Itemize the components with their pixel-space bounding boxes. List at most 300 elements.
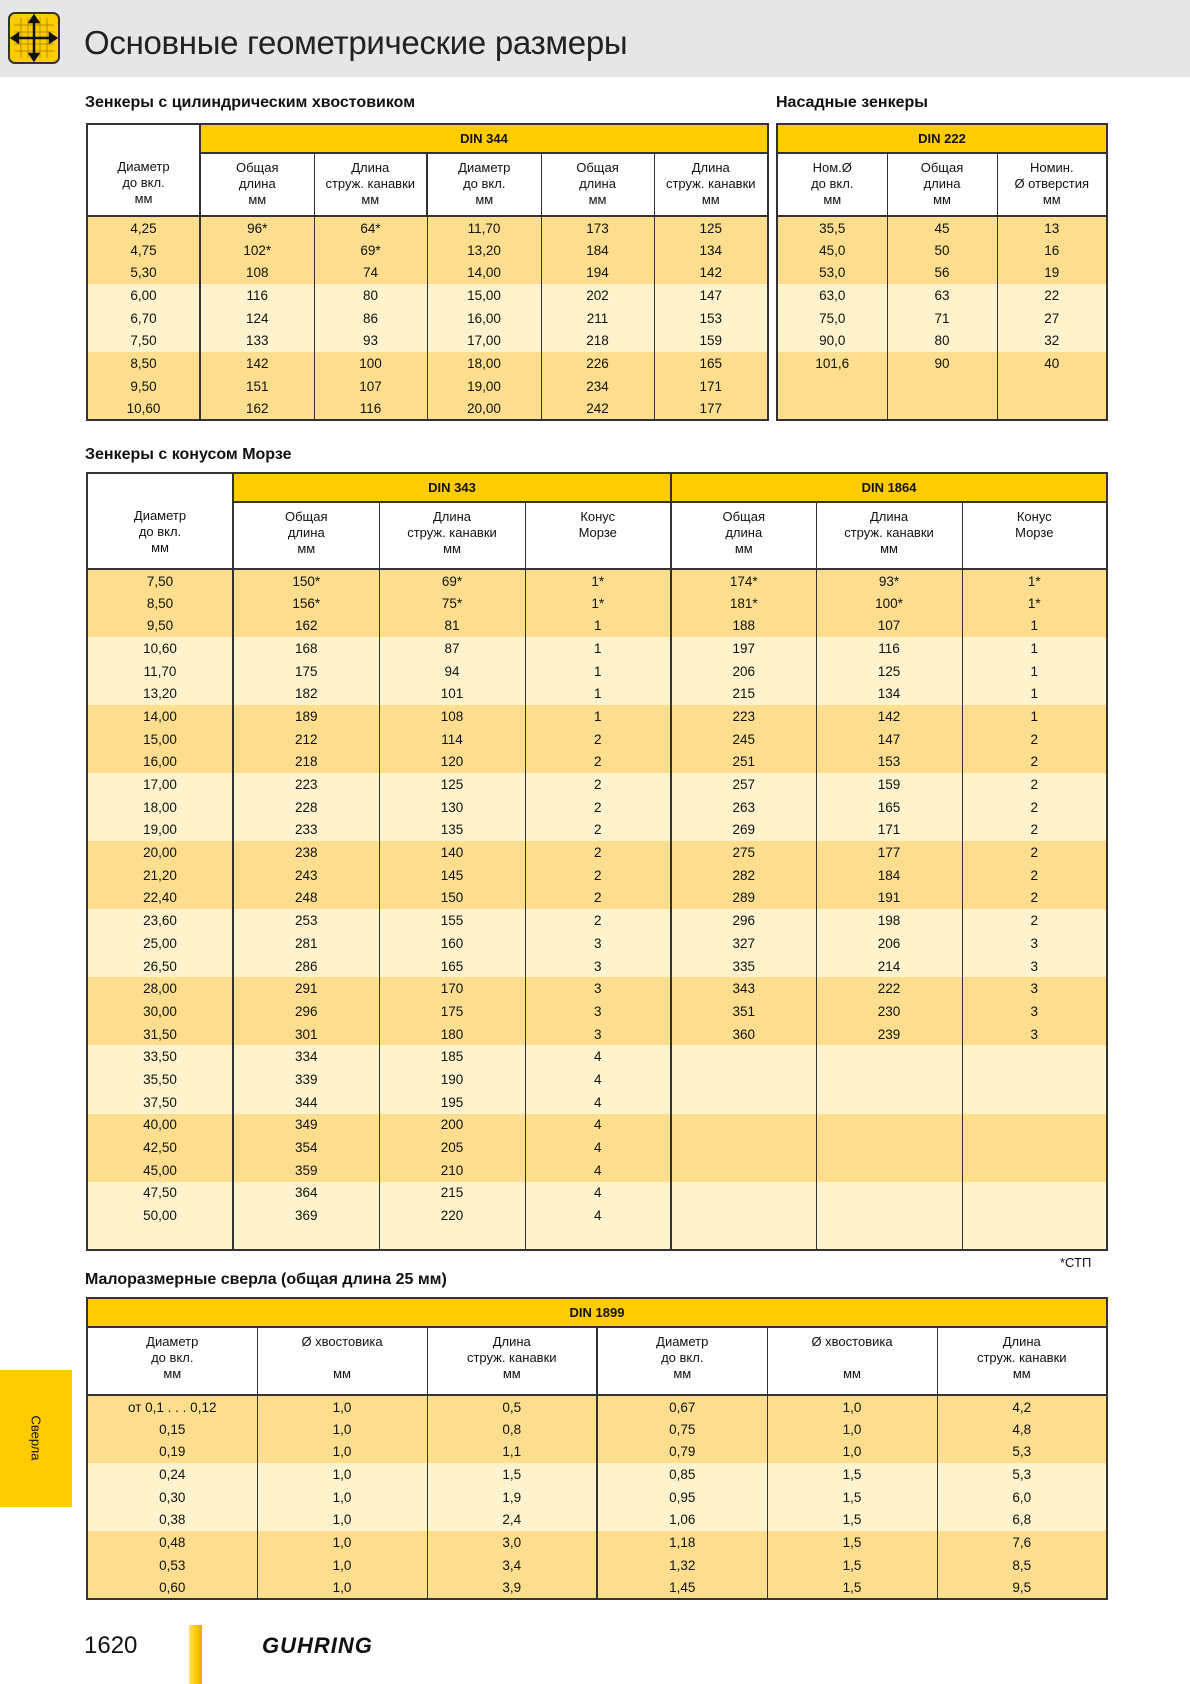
table-row — [87, 1000, 1107, 1023]
table-cell: 9,5 — [937, 1577, 1107, 1600]
table-cell: 18,00 — [87, 796, 233, 819]
table-row — [777, 307, 1107, 330]
table-cell: 13,20 — [427, 239, 541, 262]
table-cell: 349 — [233, 1114, 379, 1137]
table-cell — [816, 1091, 962, 1114]
table-cell — [962, 1182, 1107, 1205]
table-small-drills — [86, 1297, 1108, 1600]
table-cell: 45 — [887, 216, 997, 239]
table-cell: 16 — [997, 239, 1107, 262]
table-cell: 2 — [962, 728, 1107, 751]
table-cell: 175 — [379, 1000, 525, 1023]
table-cell: 175 — [233, 660, 379, 683]
table-row — [87, 796, 1107, 819]
table-cell: 2 — [525, 819, 671, 842]
table-cell — [777, 375, 887, 398]
table-cell: 153 — [816, 751, 962, 774]
table-row — [777, 261, 1107, 284]
table-cell: 165 — [654, 352, 768, 375]
table-cell — [962, 1068, 1107, 1091]
table-row — [87, 864, 1107, 887]
table-cell: 150 — [379, 887, 525, 910]
table-cell: 211 — [541, 307, 654, 330]
table-cell: 1,0 — [257, 1531, 427, 1554]
table-cell: 142 — [816, 705, 962, 728]
table-row — [87, 216, 768, 239]
table-row — [87, 1045, 1107, 1068]
table-cell: 2 — [525, 841, 671, 864]
table-cell: 222 — [816, 977, 962, 1000]
table-cell: 248 — [233, 887, 379, 910]
table-cell: 125 — [816, 660, 962, 683]
table-cell: 116 — [200, 284, 314, 307]
table-cell: 230 — [816, 1000, 962, 1023]
table-row — [87, 932, 1107, 955]
table-cell — [816, 1136, 962, 1159]
table-cell — [671, 1068, 816, 1091]
table-cell: 1* — [962, 569, 1107, 592]
table-cell: 9,50 — [87, 614, 233, 637]
table-cell: 45,00 — [87, 1159, 233, 1182]
table-cell: 124 — [200, 307, 314, 330]
table-cell: 90,0 — [777, 329, 887, 352]
table-cell: 296 — [233, 1000, 379, 1023]
table-cell: 0,53 — [87, 1554, 257, 1577]
table-cell — [962, 1227, 1107, 1250]
table-cell: 0,24 — [87, 1463, 257, 1486]
table-cell: 327 — [671, 932, 816, 955]
table-cell: 28,00 — [87, 977, 233, 1000]
table-cell: 18,00 — [427, 352, 541, 375]
table-cell: 69* — [314, 239, 427, 262]
table-cell: 1,5 — [427, 1463, 597, 1486]
table-cell — [887, 398, 997, 421]
table-row — [87, 1159, 1107, 1182]
table-cell: 80 — [314, 284, 427, 307]
table-cell: 1 — [525, 705, 671, 728]
table-cell: 21,20 — [87, 864, 233, 887]
table-row — [87, 1531, 1107, 1554]
table-cell — [671, 1091, 816, 1114]
table-cell: 8,5 — [937, 1554, 1107, 1577]
column-header: Диаметр до вкл. мм — [87, 502, 233, 569]
table-cell: 145 — [379, 864, 525, 887]
table-cell: 215 — [671, 682, 816, 705]
table-cylindrical-shank — [86, 123, 769, 421]
table-cell: 0,95 — [597, 1486, 767, 1509]
table-row — [87, 660, 1107, 683]
table-cell: 93 — [314, 329, 427, 352]
table-cell: 1,9 — [427, 1486, 597, 1509]
table-cell: 206 — [671, 660, 816, 683]
column-header: Диаметр до вкл. мм — [87, 1327, 257, 1395]
table-row — [87, 284, 768, 307]
table-row — [87, 1554, 1107, 1577]
table-cell: 4 — [525, 1068, 671, 1091]
table-cell — [671, 1114, 816, 1137]
table-cell: 19 — [997, 261, 1107, 284]
table-cell: 31,50 — [87, 1023, 233, 1046]
table-cell: 133 — [200, 329, 314, 352]
table-cell: 6,8 — [937, 1508, 1107, 1531]
table-cell: 159 — [654, 329, 768, 352]
table-cell: 90 — [887, 352, 997, 375]
table-cell: 177 — [654, 398, 768, 421]
table-cell: 1 — [525, 637, 671, 660]
table-cell: 3,0 — [427, 1531, 597, 1554]
table-cell: 40,00 — [87, 1114, 233, 1137]
table-cell — [962, 1045, 1107, 1068]
column-header: Диаметр до вкл. мм — [427, 153, 541, 216]
column-header: Ø хвостовика мм — [767, 1327, 937, 1395]
table-cell: 205 — [379, 1136, 525, 1159]
table-cell: 2 — [525, 728, 671, 751]
table-cell: 5,3 — [937, 1463, 1107, 1486]
column-header: Общая длина мм — [887, 153, 997, 216]
side-tab-drills[interactable] — [0, 1370, 72, 1507]
table-cell — [87, 1227, 233, 1250]
column-header: Конус Морзе — [962, 502, 1107, 569]
table-cell: 8,50 — [87, 352, 200, 375]
table-row — [87, 819, 1107, 842]
table-cell: 47,50 — [87, 1182, 233, 1205]
table-cell: 74 — [314, 261, 427, 284]
table-cell — [962, 1159, 1107, 1182]
table-cell: 45,0 — [777, 239, 887, 262]
table-cell — [816, 1227, 962, 1250]
table-cell: 22 — [997, 284, 1107, 307]
table-cell: 125 — [654, 216, 768, 239]
table-row — [87, 375, 768, 398]
table-cell: 165 — [816, 796, 962, 819]
table-cell: 116 — [816, 637, 962, 660]
din-343-header: DIN 343 — [233, 473, 671, 502]
table-cell: 197 — [671, 637, 816, 660]
table-cell — [962, 1136, 1107, 1159]
table-cell: 142 — [200, 352, 314, 375]
table-row — [87, 841, 1107, 864]
table-cell: 102* — [200, 239, 314, 262]
footer-accent-bar — [189, 1625, 202, 1684]
table-cell: 37,50 — [87, 1091, 233, 1114]
table-cell: 184 — [816, 864, 962, 887]
section-title-cylindrical: Зенкеры с цилиндрическим хвостовиком — [85, 94, 416, 111]
table-cell: 1,0 — [257, 1486, 427, 1509]
table-cell: 0,79 — [597, 1440, 767, 1463]
table-cell: 162 — [233, 614, 379, 637]
table-cell: 160 — [379, 932, 525, 955]
table-cell: 226 — [541, 352, 654, 375]
table-row — [87, 352, 768, 375]
din-344-header: DIN 344 — [200, 124, 768, 153]
table-morse-taper — [86, 472, 1108, 1251]
table-cell: 243 — [233, 864, 379, 887]
table-cell: 150* — [233, 569, 379, 592]
table-cell: 1,5 — [767, 1508, 937, 1531]
table-row — [87, 705, 1107, 728]
table-cell: 19,00 — [87, 819, 233, 842]
table-cell: 71 — [887, 307, 997, 330]
table-cell: 15,00 — [427, 284, 541, 307]
table-cell: 8,50 — [87, 592, 233, 615]
table-cell: 334 — [233, 1045, 379, 1068]
table-cell: 35,5 — [777, 216, 887, 239]
table-cell: 2 — [962, 773, 1107, 796]
column-header: Длина струж. канавки мм — [427, 1327, 597, 1395]
table-cell: 3 — [525, 1023, 671, 1046]
table-cell: 2 — [962, 751, 1107, 774]
table-row — [87, 751, 1107, 774]
table-row — [87, 1486, 1107, 1509]
table-cell: 220 — [379, 1204, 525, 1227]
table-cell: 2 — [525, 909, 671, 932]
table-cell: 1,0 — [257, 1418, 427, 1441]
table-cell — [671, 1159, 816, 1182]
table-cell: 5,30 — [87, 261, 200, 284]
table-cell: 0,8 — [427, 1418, 597, 1441]
table-row — [87, 728, 1107, 751]
table-cell: 4,75 — [87, 239, 200, 262]
side-tab-label: Сверла — [28, 1415, 44, 1461]
table-cell: 50 — [887, 239, 997, 262]
table-cell: 301 — [233, 1023, 379, 1046]
table-cell: 4,8 — [937, 1418, 1107, 1441]
table-cell: 275 — [671, 841, 816, 864]
table-cell — [816, 1045, 962, 1068]
table-cell: 239 — [816, 1023, 962, 1046]
table-cell: 184 — [541, 239, 654, 262]
table-cell: 20,00 — [427, 398, 541, 421]
table-cell: 202 — [541, 284, 654, 307]
footnote-stp: *СТП — [1060, 1255, 1092, 1270]
table-cell: 364 — [233, 1182, 379, 1205]
table-cell: 15,00 — [87, 728, 233, 751]
table-cell: 3,4 — [427, 1554, 597, 1577]
table-cell: 1,0 — [767, 1440, 937, 1463]
table-cell: 359 — [233, 1159, 379, 1182]
din-1899-header: DIN 1899 — [87, 1298, 1107, 1327]
table-cell: 63,0 — [777, 284, 887, 307]
table-cell — [671, 1182, 816, 1205]
section-title-shell: Насадные зенкеры — [776, 94, 928, 111]
table-cell: 223 — [671, 705, 816, 728]
table-cell: 218 — [541, 329, 654, 352]
table-cell: 13,20 — [87, 682, 233, 705]
table-row — [777, 398, 1107, 421]
table-cell: 4 — [525, 1204, 671, 1227]
table-cell: 1,18 — [597, 1531, 767, 1554]
table-row — [87, 773, 1107, 796]
table-row — [87, 1136, 1107, 1159]
table-row — [87, 682, 1107, 705]
table-cell: 0,15 — [87, 1418, 257, 1441]
table-cell — [887, 375, 997, 398]
table-cell: 170 — [379, 977, 525, 1000]
table-cell — [525, 1227, 671, 1250]
table-cell: 1,32 — [597, 1554, 767, 1577]
table-cell: 181* — [671, 592, 816, 615]
table-row — [87, 1227, 1107, 1250]
table-cell: 162 — [200, 398, 314, 421]
table-cell: 339 — [233, 1068, 379, 1091]
table-cell: 14,00 — [427, 261, 541, 284]
table-cell: 1 — [962, 682, 1107, 705]
table-cell: 2 — [962, 841, 1107, 864]
column-header: Общая длина мм — [233, 502, 379, 569]
brand-logo: GUHRING — [262, 1633, 373, 1658]
table-cell: 296 — [671, 909, 816, 932]
table-shell-reamers — [776, 123, 1108, 421]
table-cell: 194 — [541, 261, 654, 284]
table-cell: 23,60 — [87, 909, 233, 932]
table-cell — [379, 1227, 525, 1250]
table-cell: 25,00 — [87, 932, 233, 955]
table-cell: 16,00 — [87, 751, 233, 774]
table-cell — [816, 1068, 962, 1091]
table-cell: 354 — [233, 1136, 379, 1159]
table-cell: 69* — [379, 569, 525, 592]
table-row — [87, 307, 768, 330]
table-cell: 1,0 — [257, 1554, 427, 1577]
table-cell: 1,0 — [767, 1395, 937, 1418]
table-cell — [671, 1045, 816, 1068]
table-row — [87, 1091, 1107, 1114]
table-cell: 344 — [233, 1091, 379, 1114]
table-cell: 155 — [379, 909, 525, 932]
table-cell: 7,6 — [937, 1531, 1107, 1554]
table-cell — [816, 1114, 962, 1137]
table-row — [87, 1463, 1107, 1486]
column-header: Диаметр до вкл. мм — [87, 153, 200, 216]
table-cell: 171 — [654, 375, 768, 398]
table-cell: 81 — [379, 614, 525, 637]
table-cell: 2 — [525, 773, 671, 796]
table-row — [87, 1114, 1107, 1137]
column-header: Длина струж. канавки мм — [314, 153, 427, 216]
table-cell: 107 — [816, 614, 962, 637]
table-cell: 289 — [671, 887, 816, 910]
column-header: Ø хвостовика мм — [257, 1327, 427, 1395]
table-cell: 6,00 — [87, 284, 200, 307]
table-row — [87, 592, 1107, 615]
table-cell: 1 — [525, 614, 671, 637]
table-cell: 151 — [200, 375, 314, 398]
table-cell: 135 — [379, 819, 525, 842]
table-cell: 360 — [671, 1023, 816, 1046]
table-cell: 94 — [379, 660, 525, 683]
table-cell: 142 — [654, 261, 768, 284]
table-row — [87, 637, 1107, 660]
table-cell: 35,50 — [87, 1068, 233, 1091]
table-cell: 17,00 — [87, 773, 233, 796]
table-row — [87, 1204, 1107, 1227]
table-cell: 56 — [887, 261, 997, 284]
table-row — [777, 216, 1107, 239]
table-cell: 2 — [962, 819, 1107, 842]
table-cell: 6,70 — [87, 307, 200, 330]
table-cell: 64* — [314, 216, 427, 239]
table-cell: 40 — [997, 352, 1107, 375]
table-row — [777, 284, 1107, 307]
table-cell: 4 — [525, 1182, 671, 1205]
table-cell: 0,38 — [87, 1508, 257, 1531]
table-cell: 7,50 — [87, 329, 200, 352]
table-cell — [671, 1204, 816, 1227]
table-cell: 20,00 — [87, 841, 233, 864]
table-row — [87, 887, 1107, 910]
table-row — [777, 375, 1107, 398]
table-cell: 2 — [525, 887, 671, 910]
table-cell — [671, 1136, 816, 1159]
table-cell: 0,75 — [597, 1418, 767, 1441]
table-cell: 75,0 — [777, 307, 887, 330]
table-cell: 191 — [816, 887, 962, 910]
table-cell — [671, 1227, 816, 1250]
table-cell: 1,1 — [427, 1440, 597, 1463]
table-cell: 4 — [525, 1091, 671, 1114]
table-cell: 3,9 — [427, 1577, 597, 1600]
table-cell: 1,5 — [767, 1577, 937, 1600]
column-header: Длина струж. канавки мм — [937, 1327, 1107, 1395]
table-row — [87, 614, 1107, 637]
table-cell: 251 — [671, 751, 816, 774]
table-cell: 2 — [962, 909, 1107, 932]
table-cell: 1,5 — [767, 1554, 937, 1577]
table-cell: 75* — [379, 592, 525, 615]
table-cell: 245 — [671, 728, 816, 751]
table-cell: 2 — [525, 796, 671, 819]
table-cell: 1,0 — [257, 1508, 427, 1531]
column-header: Длина струж. канавки мм — [654, 153, 768, 216]
page-title: Основные геометрические размеры — [84, 24, 628, 61]
table-cell: 134 — [654, 239, 768, 262]
table-cell — [777, 398, 887, 421]
table-cell: 200 — [379, 1114, 525, 1137]
table-cell: 212 — [233, 728, 379, 751]
table-cell — [997, 398, 1107, 421]
table-cell: 1 — [525, 660, 671, 683]
table-cell: 269 — [671, 819, 816, 842]
table-cell: 120 — [379, 751, 525, 774]
table-cell: 114 — [379, 728, 525, 751]
section-title-morse: Зенкеры с конусом Морзе — [85, 446, 292, 463]
table-cell: 369 — [233, 1204, 379, 1227]
table-cell: 206 — [816, 932, 962, 955]
table-cell: 189 — [233, 705, 379, 728]
table-row — [87, 261, 768, 284]
table-cell: 0,30 — [87, 1486, 257, 1509]
table-cell: 107 — [314, 375, 427, 398]
table-cell — [816, 1182, 962, 1205]
table-cell: 1,45 — [597, 1577, 767, 1600]
table-cell: 100* — [816, 592, 962, 615]
table-cell: 13 — [997, 216, 1107, 239]
table-cell: 2,4 — [427, 1508, 597, 1531]
table-row — [87, 1577, 1107, 1600]
table-cell: 26,50 — [87, 955, 233, 978]
table-cell: 190 — [379, 1068, 525, 1091]
table-cell: 93* — [816, 569, 962, 592]
table-cell: 134 — [816, 682, 962, 705]
page-number: 1620 — [84, 1632, 138, 1659]
table-cell: 101,6 — [777, 352, 887, 375]
table-cell: 351 — [671, 1000, 816, 1023]
table-cell: 1,0 — [257, 1440, 427, 1463]
table-cell: 1,5 — [767, 1486, 937, 1509]
table-cell: от 0,1 . . . 0,12 — [87, 1395, 257, 1418]
table-cell: 195 — [379, 1091, 525, 1114]
table-cell: 253 — [233, 909, 379, 932]
